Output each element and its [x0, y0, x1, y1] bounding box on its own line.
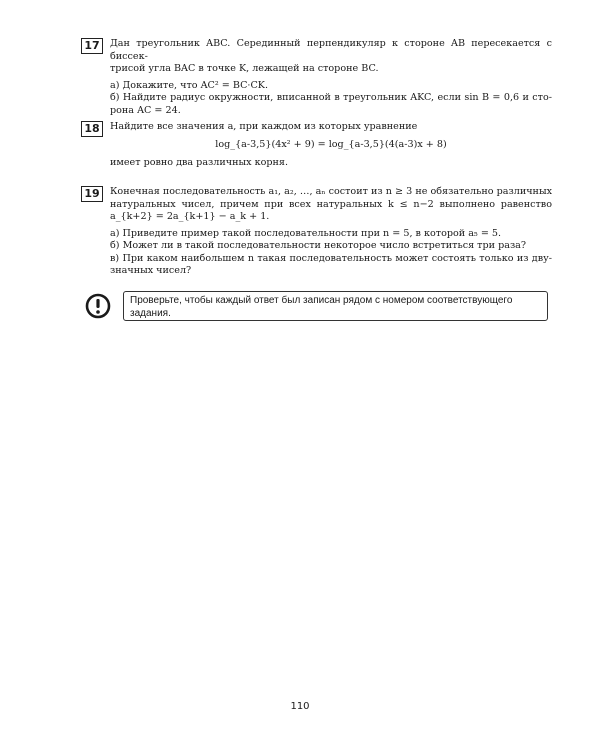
problem-part-a: а) Приведите пример такой последовательности при n = 5, в которой a₅ = 5.	[110, 227, 502, 239]
problem-18	[82, 121, 552, 170]
problem-equation: log_{a-3,5}(4x² + 9) = log_{a-3,5}(4(a-3)x + 8)	[215, 138, 447, 150]
problem-intro-line2: натуральных чисел, причем при всех натуральных k ≤ n−2 выполнено равенство	[110, 198, 552, 210]
notice-text: Проверьте, чтобы каждый ответ был записан рядом с номером соответствующего задания.	[123, 291, 548, 321]
problem-17	[82, 38, 552, 117]
page-number: 110	[290, 701, 310, 712]
problem-text	[110, 121, 552, 170]
problem-part-b: б) Может ли в такой последовательности некоторое число встретиться три раза?	[110, 240, 527, 251]
problem-recurrence: a_{k+2} = 2a_{k+1} − a_k + 1.	[110, 211, 270, 222]
problem-intro-line1: Дан треугольник ABC. Серединный перпендикуляр к стороне AB пересекается с биссек-	[110, 38, 552, 62]
problem-intro-line2: трисой угла BAC в точке K, лежащей на стороне BC.	[110, 63, 379, 74]
problem-part-c-line1: в) При каком наибольшем n такая последовательность может состоять только из дву-	[110, 252, 552, 264]
problem-part-a: а) Докажите, что AC² = BC·CK.	[110, 79, 269, 91]
problem-number: 17	[81, 38, 103, 54]
exclamation-circle-icon	[85, 293, 111, 319]
problem-intro: Найдите все значения a, при каждом из которых уравнение	[110, 121, 418, 132]
problem-number: 19	[81, 186, 103, 202]
problem-part-b-line2: рона AC = 24.	[110, 104, 181, 116]
notice	[85, 291, 555, 329]
problem-intro-line1: Конечная последовательность a₁, a₂, …, aₙ состоит из n ≥ 3 не обязательно различных	[110, 186, 552, 197]
problem-part-b-line1: б) Найдите радиус окружности, вписанной в треугольник AKC, если sin B = 0,6 и сто-	[110, 92, 552, 103]
problem-number: 18	[81, 121, 103, 137]
problem-part-c-line2: значных чисел?	[110, 265, 192, 276]
problem-text	[110, 186, 552, 278]
problem-text	[110, 38, 552, 117]
problem-outro: имеет ровно два различных корня.	[110, 157, 289, 168]
problem-19	[82, 186, 552, 278]
